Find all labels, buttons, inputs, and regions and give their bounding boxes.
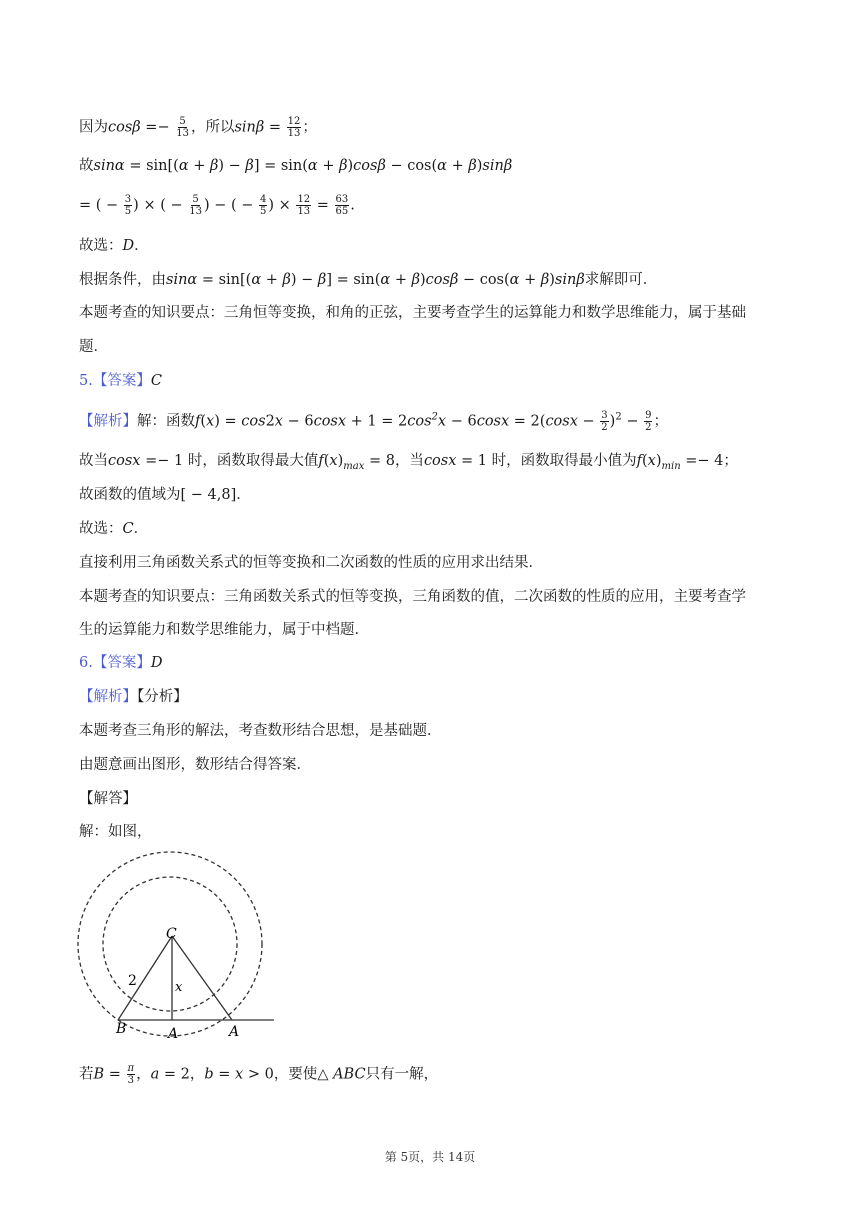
outer-dashed-circle: [78, 852, 262, 1036]
text: 故选：: [79, 238, 123, 254]
text: 故函数的值域为: [79, 487, 181, 503]
text: 若: [79, 1066, 94, 1083]
text-line-7: 题．: [79, 339, 108, 355]
q6-last-line: 若B = $\frac{\pi}{3}$ ，a = 2，b = x > 0，要使△ ABC只有一解，: [79, 1063, 439, 1086]
text: 故选：: [79, 521, 123, 537]
text: 故当: [79, 453, 108, 469]
text: 解：函数: [137, 413, 195, 430]
text: ．: [133, 521, 149, 537]
text: ，所以: [190, 119, 235, 136]
analysis-label: 【解析】: [79, 413, 137, 430]
q5-analysis-line: 【解析】解：函数$f(x) = \cos 2x - 6\cos x + 1 = 2\cos^2x - 6\cos x = 2(\cos x$ − $\frac{3}{2}$ )$^2$ − $\frac{9}{2}$ ；: [79, 410, 668, 433]
answer-label: 【答案】: [92, 373, 151, 389]
answer: D: [150, 655, 163, 671]
side-bc: [118, 936, 172, 1020]
label-x: x: [175, 980, 183, 995]
q5-line-7: 生的运算能力和数学思维能力，属于中档题．: [79, 622, 369, 638]
range-value: [ − 4,8]: [180, 487, 237, 503]
q5-line-6: 本题考查的知识要点：三角函数关系式的恒等变换，三角函数的值，二次函数的性质的应用，主要考查学: [79, 589, 746, 605]
q6-answer-heading: [79, 652, 162, 674]
text-line-6: 本题考查的知识要点：三角恒等变换，和角的正弦，主要考查学生的运算能力和数学思维能力，属于基础: [79, 305, 746, 321]
q5-line-4: [79, 518, 148, 540]
triangle-circle-figure: [72, 846, 282, 1046]
label-c: C: [166, 926, 177, 942]
text: 时，函数取得最大值: [187, 453, 319, 469]
text: 故: [79, 158, 94, 174]
answer: D: [122, 238, 135, 254]
text: ；: [723, 453, 738, 469]
text-line-4: [79, 235, 149, 257]
q5-line-2: 故当cosx =− 1 时，函数取得最大值$f(x)_{max} = 8$，当cosx = 1 时，函数取得最小值为$f(x)_{min} =- 4$；: [79, 453, 738, 472]
text: 时，函数取得最小值为: [491, 453, 637, 469]
q5-line-3: [79, 484, 251, 506]
text: 根据条件，由: [79, 272, 166, 288]
text-line-3: = ( − $\frac{3}{5}$ ) × ( − $\frac{5}{13}$ ) − ( − $\frac{4}{5}$ ) × $\frac{12}{13}$ = $\frac{63}{65}$ .: [79, 194, 355, 217]
answer-label: 【答案】: [92, 655, 151, 671]
text-line-5: 根据条件，由sinα = sin[(α + β) − β] = sin(α + β)cosβ − cos(α + β)sinβ求解即可．: [79, 272, 658, 288]
answer: C: [150, 373, 162, 389]
text: ，: [136, 1066, 151, 1083]
q6-line-5: 解：如图，: [79, 824, 152, 840]
inner-dashed-circle: [103, 877, 237, 1011]
page-footer: 第 5页，共 14页: [384, 1150, 476, 1164]
label-a-right: A: [229, 1024, 240, 1040]
label-a-foot: A: [168, 1026, 179, 1042]
text: ．: [236, 487, 251, 503]
text: 只有一解，: [365, 1066, 439, 1083]
q5-answer-heading: [79, 370, 162, 392]
q6-line-4: 【解答】: [79, 791, 137, 807]
analysis-label: 【解析】: [79, 689, 137, 705]
text: ，要使: [273, 1066, 318, 1083]
analysis-sub-label: 【分析】: [137, 689, 188, 705]
label-side-2: 2: [128, 973, 137, 989]
q6-analysis-line: [79, 686, 188, 708]
text: 求解即可．: [584, 272, 658, 288]
text: ；: [302, 119, 317, 136]
text: ；: [653, 413, 668, 430]
text-line-2: 故sinα = sin[(α + β) − β] = sin(α + β)cosβ − cos(α + β)sinβ: [79, 158, 513, 174]
q5-line-5: 直接利用三角函数关系式的恒等变换和二次函数的性质的应用求出结果．: [79, 555, 543, 571]
text: ．: [134, 238, 149, 254]
question-number: 5.: [79, 373, 93, 389]
text: ，: [189, 1066, 205, 1083]
side-ca: [172, 936, 232, 1020]
text: ，当: [394, 453, 424, 469]
text: 因为: [79, 119, 108, 136]
text-line-1: 因为cosβ =− $\frac{5}{13}$ ，所以sinβ = $\frac{12}{13}$ ；: [79, 116, 317, 139]
question-number: 6.: [79, 655, 93, 671]
label-b: B: [116, 1021, 127, 1037]
answer: C: [122, 521, 134, 537]
q6-line-2: 本题考查三角形的解法，考查数形结合思想，是基础题．: [79, 723, 442, 739]
q6-line-3: 由题意画出图形，数形结合得答案．: [79, 757, 311, 773]
